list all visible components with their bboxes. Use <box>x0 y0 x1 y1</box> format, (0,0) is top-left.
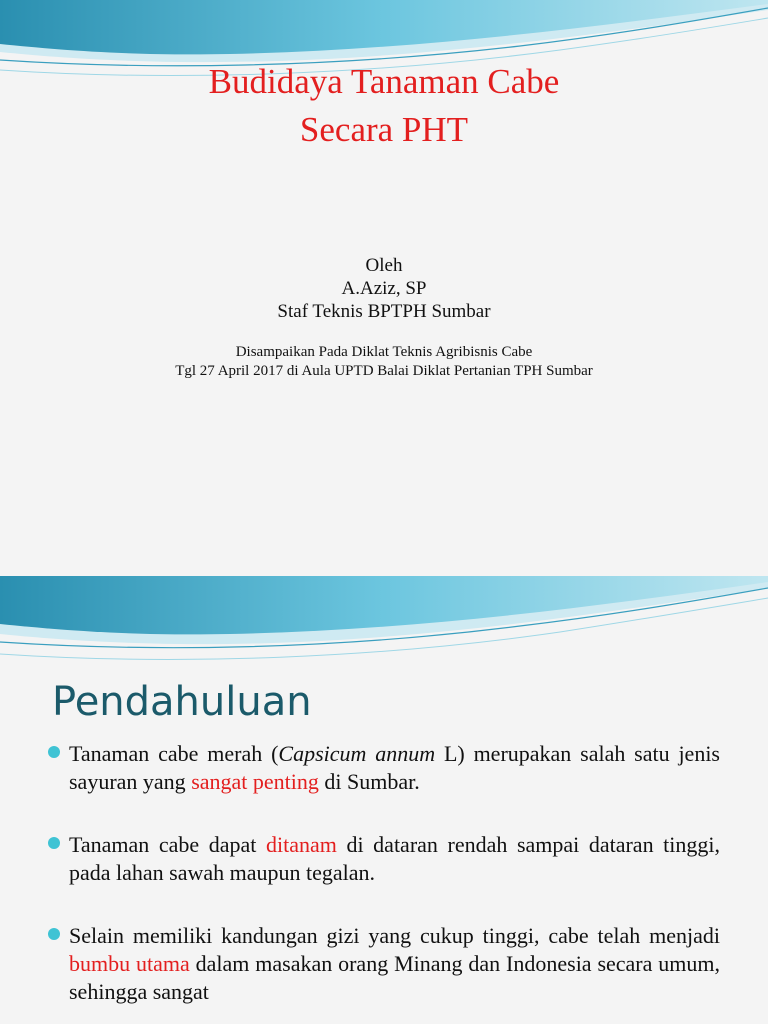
by-label: Oleh <box>365 255 403 276</box>
bullet-text: Tanaman cabe dapat <box>69 832 267 857</box>
list-item <box>48 740 720 796</box>
bullet-highlight: ditanam <box>266 832 337 857</box>
bullet-text: Selain memiliki kandungan gizi yang cukup tinggi, cabe telah menjadi <box>69 923 720 948</box>
bullet-text: di dataran rendah sampai dataran tinggi, pada lahan sawah maupun tegalan. <box>69 832 720 885</box>
bullet-highlight: bumbu utama <box>69 951 190 976</box>
title-line-2: Secara PHT <box>299 110 469 149</box>
content-slide <box>0 576 768 1024</box>
title-line-1: Budidaya Tanaman Cabe <box>208 62 560 101</box>
bullet-dot-icon <box>48 746 60 758</box>
bullet-text: dalam masakan orang Minang dan Indonesia secara umum, sehingga sangat <box>69 951 720 1004</box>
event-block <box>0 343 768 381</box>
bullet-text: di Sumbar. <box>318 769 420 794</box>
bullet-text-italic: Capsicum annum <box>278 741 436 766</box>
author-block <box>0 254 768 323</box>
bullet-dot-icon <box>48 928 60 940</box>
author-name: A.Aziz, SP <box>341 278 427 299</box>
author-role: Staf Teknis BPTPH Sumbar <box>277 301 491 322</box>
bullet-text: L) merupakan salah satu jenis sayuran yang <box>69 741 720 794</box>
list-item <box>48 922 720 1006</box>
event-line-2: Tgl 27 April 2017 di Aula UPTD Balai Diklat Pertanian TPH Sumbar <box>175 363 593 379</box>
event-line-1: Disampaikan Pada Diklat Teknis Agribisnis Cabe <box>235 344 533 360</box>
bullet-text: Tanaman cabe merah ( <box>69 741 279 766</box>
list-item <box>48 831 720 887</box>
bullet-list <box>48 740 720 1024</box>
bullet-highlight: sangat penting <box>191 769 319 794</box>
slide-title <box>0 58 768 154</box>
wave-banner-decoration <box>0 576 768 671</box>
bullet-dot-icon <box>48 837 60 849</box>
section-heading: Pendahuluan <box>52 679 312 725</box>
